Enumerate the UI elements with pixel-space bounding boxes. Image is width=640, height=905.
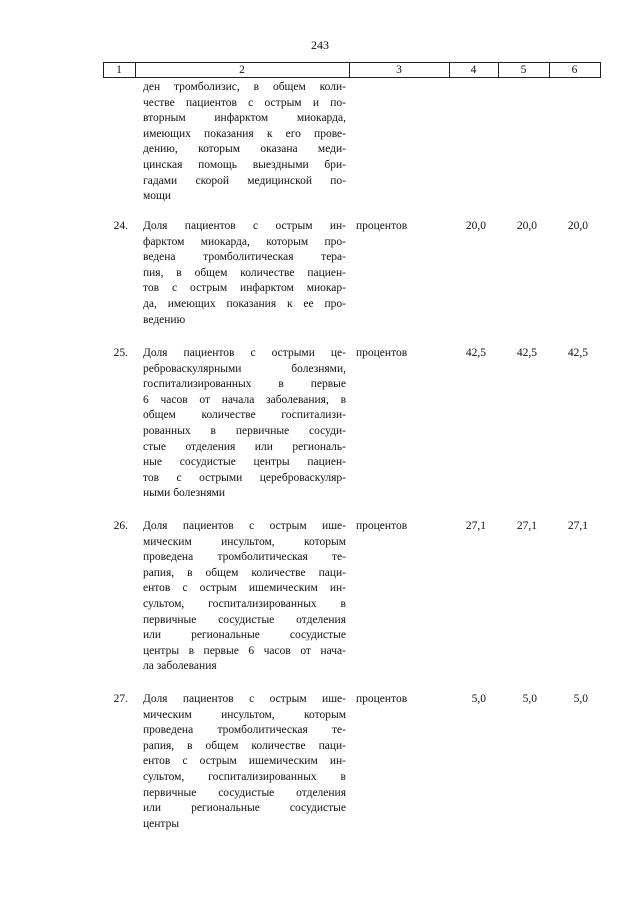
indicator-description xyxy=(143,80,346,205)
description-line: Доля пациентов с острым ин- xyxy=(143,220,346,232)
indicator-description xyxy=(143,219,346,328)
description-line: ведена тромболитическая тера- xyxy=(143,251,346,264)
value-col-4: 20,0 xyxy=(465,220,486,232)
value-col-6: 5,0 xyxy=(573,693,588,705)
description-line: рованных в первичные сосуди- xyxy=(143,424,346,437)
description-line: гадами скорой медицинской по- xyxy=(143,174,346,187)
description-line: Доля пациентов с острыми це- xyxy=(143,347,346,359)
description-line: фарктом миокарда, которым про- xyxy=(143,235,346,248)
column-divider xyxy=(600,62,601,77)
description-line: первичные сосудистые отделения xyxy=(143,613,346,626)
description-line: рапия, в общем количестве паци- xyxy=(143,566,346,579)
description-line: или региональные сосудистые xyxy=(143,629,346,642)
value-col-4: 5,0 xyxy=(471,693,486,705)
description-line: ными болезнями xyxy=(143,487,226,500)
unit-of-measure: процентов xyxy=(356,520,408,532)
description-line: честве пациентов с острым и по- xyxy=(143,96,346,109)
description-line: мическим инсультом, которым xyxy=(143,535,346,548)
column-header-1: 1 xyxy=(116,64,122,76)
indicator-description xyxy=(143,519,346,675)
description-line: центры в первые 6 часов от нача- xyxy=(143,644,346,657)
description-line: реброваскулярными болезнями, xyxy=(143,362,346,375)
description-line: ла заболевания xyxy=(143,660,217,673)
description-line: первичные сосудистые отделения xyxy=(143,786,346,799)
column-header-2: 2 xyxy=(239,64,245,76)
description-line: или региональные сосудистые xyxy=(143,802,346,815)
row-number: 25. xyxy=(113,347,128,359)
unit-of-measure: процентов xyxy=(356,693,408,705)
value-col-4: 27,1 xyxy=(465,520,486,532)
value-col-6: 42,5 xyxy=(567,347,588,359)
value-col-5: 42,5 xyxy=(516,347,537,359)
description-line: госпитализированных в первые xyxy=(143,378,346,391)
description-line: вторным инфарктом миокарда, xyxy=(143,112,346,125)
description-line: Доля пациентов с острым ише- xyxy=(143,520,346,532)
description-line: пия, в общем количестве пациен- xyxy=(143,266,346,279)
description-line: дению, которым оказана меди- xyxy=(143,143,346,156)
description-line: центры xyxy=(143,817,180,830)
description-line: имеющих показания к его прове- xyxy=(143,127,346,140)
column-header-6: 6 xyxy=(571,64,578,76)
column-header-3: 3 xyxy=(396,64,402,76)
description-line: 6 часов от начала заболевания, в xyxy=(143,393,346,406)
description-line: сультом, госпитализированных в xyxy=(143,597,346,610)
description-line: да, имеющих показания к ее про- xyxy=(143,297,346,310)
header-bottom-rule xyxy=(103,77,601,78)
description-line: общем количестве госпитализи- xyxy=(143,409,346,422)
description-line: стые отделения или региональ- xyxy=(143,440,346,453)
description-line: рапия, в общем количестве паци- xyxy=(143,739,346,752)
value-col-5: 5,0 xyxy=(522,693,537,705)
row-number: 26. xyxy=(113,520,128,532)
description-line: цинская помощь выездными бри- xyxy=(143,158,346,171)
page-number: 243 xyxy=(311,38,329,52)
description-line: проведена тромболитическая те- xyxy=(143,551,346,564)
unit-of-measure: процентов xyxy=(356,220,408,232)
description-line: Доля пациентов с острым ише- xyxy=(143,693,346,705)
description-line: ентов с острым ишемическим ин- xyxy=(143,582,346,595)
value-col-4: 42,5 xyxy=(465,347,486,359)
description-line: ентов с острым ишемическим ин- xyxy=(143,755,346,768)
row-number: 24. xyxy=(113,220,128,232)
description-line: тов с острым инфарктом миокар- xyxy=(143,282,346,295)
value-col-6: 27,1 xyxy=(567,520,588,532)
value-col-5: 27,1 xyxy=(516,520,537,532)
value-col-5: 20,0 xyxy=(516,220,537,232)
row-number: 27. xyxy=(113,693,128,705)
description-line: ден тромболизис, в общем коли- xyxy=(143,81,346,93)
column-header-5: 5 xyxy=(520,64,527,76)
unit-of-measure: процентов xyxy=(356,347,408,359)
indicator-description xyxy=(143,692,346,832)
description-line: сультом, госпитализированных в xyxy=(143,770,346,783)
description-line: мощи xyxy=(143,190,172,203)
indicator-description xyxy=(143,346,346,502)
description-line: ные сосудистые центры пациен- xyxy=(143,456,346,469)
description-line: ведению xyxy=(143,313,186,326)
description-line: проведена тромболитическая те- xyxy=(143,724,346,737)
column-header-4: 4 xyxy=(470,64,477,76)
description-line: мическим инсультом, которым xyxy=(143,708,346,721)
value-col-6: 20,0 xyxy=(567,220,588,232)
description-line: тов с острыми цереброваскуляр- xyxy=(143,471,346,484)
